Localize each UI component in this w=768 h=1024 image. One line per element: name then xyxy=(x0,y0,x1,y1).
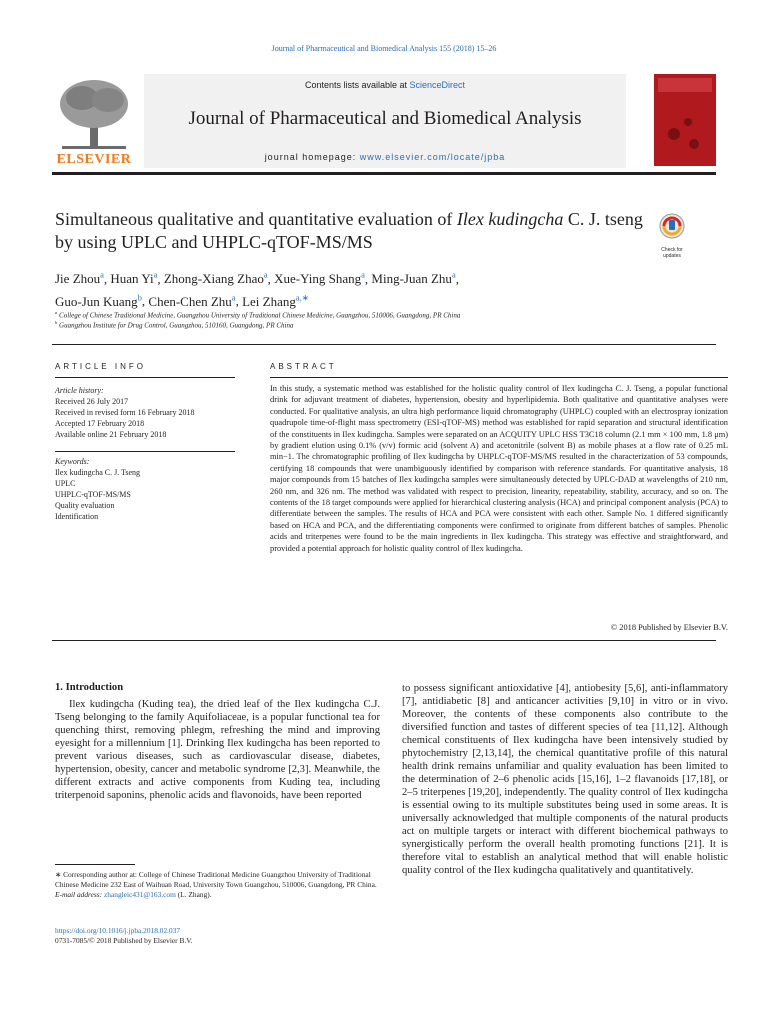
homepage-prefix: journal homepage: xyxy=(264,152,360,162)
abstract-heading: ABSTRACT xyxy=(270,362,337,371)
author-name: Huan Yi xyxy=(110,271,154,287)
author-affil-sup: a xyxy=(451,270,456,280)
footnote-rule xyxy=(55,864,135,865)
abstract-copyright: © 2018 Published by Elsevier B.V. xyxy=(610,623,728,632)
author-link[interactable] xyxy=(371,271,455,286)
title-species: Ilex kudingcha xyxy=(456,209,564,229)
elsevier-tree-icon[interactable] xyxy=(52,74,136,168)
footnote-text: Corresponding author at: College of Chinese Traditional Medicine Guangzhou University of Traditional Chinese Medicine 232 East of Waihuan Road, University Town Guangzhou, 510006, Guangdong, PR China. xyxy=(55,870,377,889)
author-link[interactable] xyxy=(274,271,365,286)
keyword-item: Ilex kudingcha C. J. Tseng xyxy=(55,468,141,477)
history-item: Received in revised form 16 February 2018 xyxy=(55,408,195,417)
author-link[interactable] xyxy=(55,294,142,309)
author-affil-sup: a,∗ xyxy=(295,292,309,303)
check-updates-icon xyxy=(654,212,690,242)
keywords-rule xyxy=(55,451,235,452)
keyword-item: Quality evaluation xyxy=(55,501,115,510)
history-item: Received 26 July 2017 xyxy=(55,397,129,406)
introduction-heading: 1. Introduction xyxy=(55,682,124,693)
author-affil-sup: a xyxy=(100,270,104,280)
keyword-item: Identification xyxy=(55,512,99,521)
author-name: Lei Zhang xyxy=(242,293,296,309)
body-rule xyxy=(52,640,716,641)
author-name: Jie Zhou xyxy=(55,271,101,287)
author-link[interactable] xyxy=(242,294,309,309)
elsevier-wordmark: ELSEVIER xyxy=(56,152,132,167)
journal-title: Journal of Pharmaceutical and Biomedical Analysis xyxy=(188,108,582,129)
title-part-1: Simultaneous qualitative and quantitative evaluation of xyxy=(55,209,457,229)
author-list: Jie Zhou$^a$, Huan Yi$^a$, Zhong-Xiang Zhao$^a$, Xue-Ying Shang$^a$, Ming-Juan Zhu$^a$, Guo-Jun Kuang$^b$, Chen-Chen Zhu$^a$, Lei Zhang$^{a,∗}$ xyxy=(55,270,459,309)
affiliation-text: Guangzhou Institute for Drug Control, Guangzhou, 510160, Guangdong, PR China xyxy=(59,321,294,330)
history-item: Accepted 17 February 2018 xyxy=(55,419,145,428)
abstract-text: In this study, a systematic method was established for the holistic quality control of Ilex kudingcha C. J. Tseng, a popular functional drink for adjuvant treatment of diabetes, hypertension, obesity and hyperlipidemia. Both qualitative and quantitative analyses were conducted. For qualitative analysis, an ultra high performance liquid chromatography (UHPLC) coupled with an electrospray ionization quadrupole time-of-flight mass spectrometry (ESI-qTOF-MS) method was established for rapid separation and structural identification of the constituents in Ilex kudingcha. Samples were separated on an ACQUITY UPLC HSS T3C18 column (2.1 mm × 100 mm, 1.8 μm) by gradient elution using 0.1% (v/v) formic acid (solvent A) and acetonitrile (solvent B) as mobile phases at a flow rate of 0.25 mL min−1. The chromatographic profiling of Ilex kudingcha by UHPLC-qTOF-MS/MS resulted in the characterization of 53 compounds, certifying 18 compounds that were unambiguously identified by comparison with reference standards. For quantitative analysis, 18 major compounds from 15 batches of Ilex kudingcha samples were simultaneously detected by UPLC-DAD at wavelengths of 210 nm, 260 nm, and 326 nm. The method was validated with respect to precision, linearity, repeatability, stability, accuracy, and so on. The contents of the 18 target compounds were applied for hierarchical clustering analysis (HCA) and principal component analysis (PCA) to differentiate between the samples. The results of HCA and PCA were consistent with each other. Sample No. 1 differed significantly based on HCA and PCA, and the differentiating components were confirmed to originate from different batches of samples. Phenolic acids and triterpenes were found to be the main ingredients in Ilex kudingcha. This strategy was effective and straightforward, and provided a potential approach for holistic quality control of Ilex kudingcha. xyxy=(270,384,728,553)
author-affil-sup: a xyxy=(263,270,268,280)
author-link[interactable] xyxy=(164,271,268,286)
doi-block xyxy=(55,926,380,946)
intro-paragraph-right: to possess significant antioxidative [4], antiobesity [5,6], anti-inflammatory [7], antidiabetic [8] and anticancer activities [9,10] in vitro or in vivo. Moreover, the contents of these components also contribute to the diversified function and tastes of different species of tea [11,12]. Although chemical constituents of Ilex kudingcha have been intensively studied by phytochemistry [2,13,14], the chemical quantitative profile of this natural health drink remains unfamiliar and quality evaluation has been limited to the determination of 2–6 phenolic acids [15,16], 1–2 flavanoids [17,18], or 2–5 triterpenes [19,20], independently. The quality control of Ilex kudingcha is essential owing to its multiple substitutes being used in some areas. It is universally acknowledged that multiple components of the natural products act on multiple targets or interact with different biochemical pathways to synergistically perform the overall health promoting functions [21]. It is therefore vital to establish an analytical method that will enable holistic quality control of the Ilex kudingcha qualitatively and quantitatively. xyxy=(402,683,728,876)
keywords-block xyxy=(55,456,235,522)
homepage-link[interactable]: www.elsevier.com/locate/jpba xyxy=(359,152,506,162)
affiliation-sup: a xyxy=(55,310,58,315)
sciencedirect-link[interactable]: ScienceDirect xyxy=(409,80,466,90)
banner-center xyxy=(144,74,626,168)
journal-banner xyxy=(52,74,716,168)
article-history xyxy=(55,385,235,440)
history-heading: Article history: xyxy=(55,386,104,395)
email-link[interactable]: zhangleic431@163.com xyxy=(104,890,176,899)
corresponding-author-footnote xyxy=(55,870,380,900)
intro-paragraph-left: Ilex kudingcha (Kuding tea), the dried leaf of the Ilex kudingcha C.J. Tseng belonging to the family Aquifoliaceae, is a popular functional tea for quenching thirst, removing phlegm, refreshing the mind and improving eyesight for a millennium [1]. Drinking Ilex kudingcha has been reported to prevent various diseases, such as cardiovascular disease, diabetes, hypertension, obesity, cancer and metabolic syndrome [2,3]. Meanwhile, the different extracts and active components from Kuding tea, including triterpenoid saponins, phenolic acids and flavonoids, have been reported xyxy=(55,699,380,801)
article-info-heading: ARTICLE INFO xyxy=(55,362,146,371)
doi-link[interactable]: https://doi.org/10.1016/j.jpba.2018.02.037 xyxy=(55,926,181,935)
affiliation-b xyxy=(55,318,675,330)
author-link[interactable] xyxy=(110,271,157,286)
running-head[interactable]: Journal of Pharmaceutical and Biomedical Analysis 155 (2018) 15–26 xyxy=(271,44,497,53)
check-for-updates-button[interactable] xyxy=(654,212,690,259)
author-name: Zhong-Xiang Zhao xyxy=(163,271,264,287)
author-affil-sup: a xyxy=(361,270,365,280)
keyword-item: UHPLC-qTOF-MS/MS xyxy=(55,490,131,499)
affiliation-sup: b xyxy=(55,320,58,325)
author-name: Ming-Juan Zhu xyxy=(371,271,452,287)
keyword-item: UPLC xyxy=(55,479,76,488)
author-affil-sup: b xyxy=(137,292,142,303)
journal-cover-icon[interactable] xyxy=(654,74,716,166)
affiliation-text: College of Chinese Traditional Medicine, Guangzhou University of Traditional Chinese Medicine, Guangzhou, 510006, Guangdong, PR China xyxy=(59,311,461,320)
header-rule xyxy=(52,172,716,175)
author-name: Xue-Ying Shang xyxy=(274,271,362,287)
info-rule xyxy=(55,377,235,378)
author-name: Chen-Chen Zhu xyxy=(148,293,232,309)
keywords-heading: Keywords: xyxy=(55,457,90,466)
author-affil-sup: a xyxy=(153,270,158,280)
abstract-rule xyxy=(270,377,728,378)
author-link[interactable] xyxy=(55,271,104,286)
contents-prefix: Contents lists available at xyxy=(304,80,410,90)
email-suffix: (L. Zhang). xyxy=(175,890,212,899)
issn-line: 0731-7085/© 2018 Published by Elsevier B.V. xyxy=(55,936,193,945)
author-affil-sup: a xyxy=(231,292,236,303)
homepage-line xyxy=(144,152,626,162)
introduction-left-column xyxy=(55,698,380,802)
email-label: E-mail address: xyxy=(55,890,104,899)
author-link[interactable] xyxy=(148,294,235,309)
section-rule xyxy=(52,344,716,345)
contents-line xyxy=(144,80,626,90)
title-part-2: C. J. tseng by using UPLC and UHPLC-qTOF-MS/MS xyxy=(55,209,643,252)
check-updates-label: Check for updates xyxy=(661,247,683,259)
author-name: Guo-Jun Kuang xyxy=(55,293,138,309)
footnote-marker: ∗ xyxy=(55,870,62,879)
article-title xyxy=(55,208,645,254)
introduction-right-column xyxy=(402,682,728,877)
history-item: Available online 21 February 2018 xyxy=(55,430,167,439)
